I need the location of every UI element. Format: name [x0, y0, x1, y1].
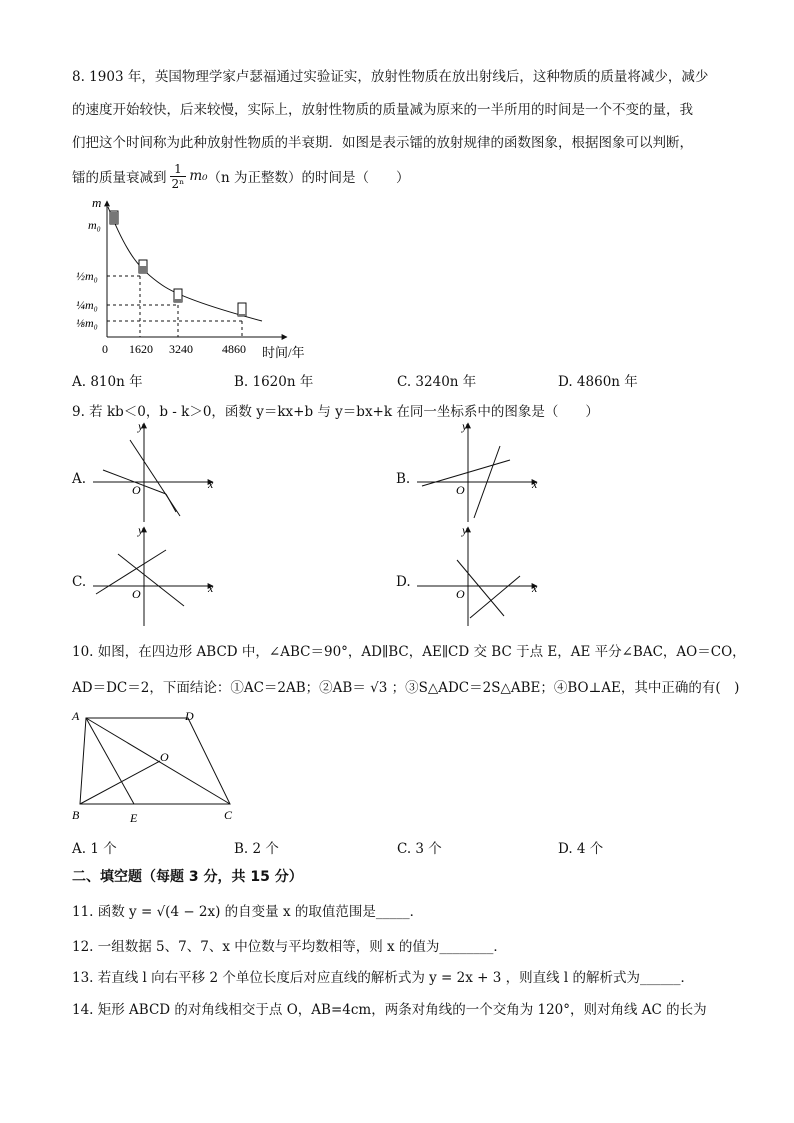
- graph-origin-label: 0: [102, 342, 108, 356]
- q9a-x-label: x: [208, 477, 214, 491]
- q8-option-c: C. 3240n 年: [397, 374, 477, 390]
- q8-line-3: 们把这个时间称为此种放射性物质的半衰期．如图是表示镭的放射规律的函数图象，根据图象可以判断，: [72, 135, 693, 151]
- q9-stem: 9. 若 kb＜0，b - k＞0，函数 y＝kx+b 与 y＝bx+k 在同一坐标系中的图象是（ ）: [72, 404, 599, 420]
- q9b-y-label: y: [462, 419, 468, 433]
- q10-option-d: D. 4 个: [558, 841, 604, 857]
- q9-label-c: C.: [72, 574, 87, 590]
- container-half-icon: [139, 260, 147, 273]
- graph-y-axis-label: m: [92, 195, 102, 210]
- fraction-numerator: 1: [174, 161, 182, 176]
- q9b-x-label: x: [532, 477, 538, 491]
- diagonal-ac: [86, 718, 230, 804]
- q10-line-2: AD＝DC＝2，下面结论：①AC＝2AB；②AB＝ √3 ；③S△ADC＝2S△ABE；④BO⊥AE，其中正确的有( ): [72, 680, 740, 696]
- q8-line-2: 的速度开始较快，后来较慢，实际上，放射性物质的质量减为原来的一半所用的时间是一个不变的量，我: [72, 102, 693, 118]
- q13-text: 13. 若直线 l 向右平移 2 个单位长度后对应直线的解析式为 y = 2x + 3 ，则直线 l 的解析式为______．: [72, 970, 695, 986]
- fraction-1-over-2n: [170, 162, 187, 191]
- x-tick-4860: 4860: [222, 342, 246, 356]
- q9-label-a: A.: [72, 471, 87, 487]
- q9d-y-label: y: [462, 523, 468, 537]
- q9c-origin: O: [132, 587, 141, 601]
- segment-ae: [86, 718, 134, 804]
- q9-graph-c: [88, 522, 228, 630]
- q9c-y-label: y: [138, 523, 144, 537]
- q9-label-d: D.: [396, 574, 411, 590]
- label-b: B: [72, 808, 80, 822]
- q9-label-b: B.: [396, 471, 411, 487]
- container-eighth-icon: [238, 303, 246, 316]
- q9c-x-label: x: [208, 581, 214, 595]
- label-d: D: [185, 709, 194, 723]
- label-o: O: [160, 750, 169, 764]
- q14-text: 14. 矩形 ABCD 的对角线相交于点 O，AB=4cm，两条对角线的一个交角为 120°，则对角线 AC 的长为: [72, 1002, 707, 1018]
- q10-option-a: A. 1 个: [72, 841, 117, 857]
- q8-line-4: [72, 160, 410, 192]
- q10-line-1: 10. 如图，在四边形 ABCD 中，∠ABC＝90°，AD∥BC，AE∥CD 交 BC 于点 E，AE 平分∠BAC，AO＝CO，: [72, 644, 746, 660]
- x-tick-3240: 3240: [169, 342, 193, 356]
- q12-text: 12. 一组数据 5、7、7、x 中位数与平均数相等，则 x 的值为________．: [72, 939, 507, 955]
- decay-graph: [72, 195, 332, 360]
- fraction-denominator: 2ⁿ: [171, 176, 185, 191]
- y-label-quarter: ¼m₀: [76, 298, 98, 312]
- label-a: A: [72, 709, 80, 723]
- m0-symbol: m₀: [189, 168, 208, 184]
- q9-graph-a: [88, 418, 228, 526]
- q9a-y-label: y: [138, 419, 144, 433]
- q9d-x-label: x: [532, 581, 538, 595]
- q9c-line-2: [118, 554, 184, 606]
- segment-bo: [80, 761, 160, 804]
- label-e: E: [130, 811, 138, 825]
- q9c-line-1: [96, 550, 166, 594]
- q9a-line-1: [130, 440, 180, 516]
- y-label-eighth: ⅛m₀: [76, 316, 98, 330]
- x-tick-1620: 1620: [129, 342, 153, 356]
- container-quarter-icon: [174, 289, 182, 302]
- y-label-half: ½m₀: [76, 269, 98, 283]
- q8-line-4-suffix: （n 为正整数）的时间是（ ）: [207, 170, 410, 186]
- q10-option-c: C. 3 个: [397, 841, 442, 857]
- q11-text: 11. 函数 y = √(4 − 2x) 的自变量 x 的取值范围是_____．: [72, 904, 424, 920]
- q8-line-4-prefix: 镭的质量衰减到: [72, 170, 167, 186]
- q9a-origin: O: [132, 483, 141, 497]
- q8-option-b: B. 1620n 年: [234, 374, 314, 390]
- q9d-origin: O: [456, 587, 465, 601]
- q8-option-a: A. 810n 年: [72, 374, 143, 390]
- q10-option-b: B. 2 个: [234, 841, 279, 857]
- graph-x-axis-label: 时间/年: [262, 345, 305, 360]
- q9-graph-d: [412, 522, 552, 630]
- q9-graph-b: [412, 418, 552, 526]
- q9d-line-2: [470, 576, 520, 618]
- q8-line-1: 8. 1903 年，英国物理学家卢瑟福通过实验证实，放射性物质在放出射线后，这种物质的质量将减少，减少: [72, 69, 709, 85]
- y-label-m0: m₀: [88, 218, 101, 232]
- q8-option-d: D. 4860n 年: [558, 374, 638, 390]
- section-2-heading: 二、填空题（每题 3 分，共 15 分）: [72, 869, 303, 885]
- q9b-origin: O: [456, 483, 465, 497]
- container-full-icon: [110, 211, 118, 224]
- label-c: C: [224, 808, 233, 822]
- q10-quadrilateral-figure: [68, 706, 248, 826]
